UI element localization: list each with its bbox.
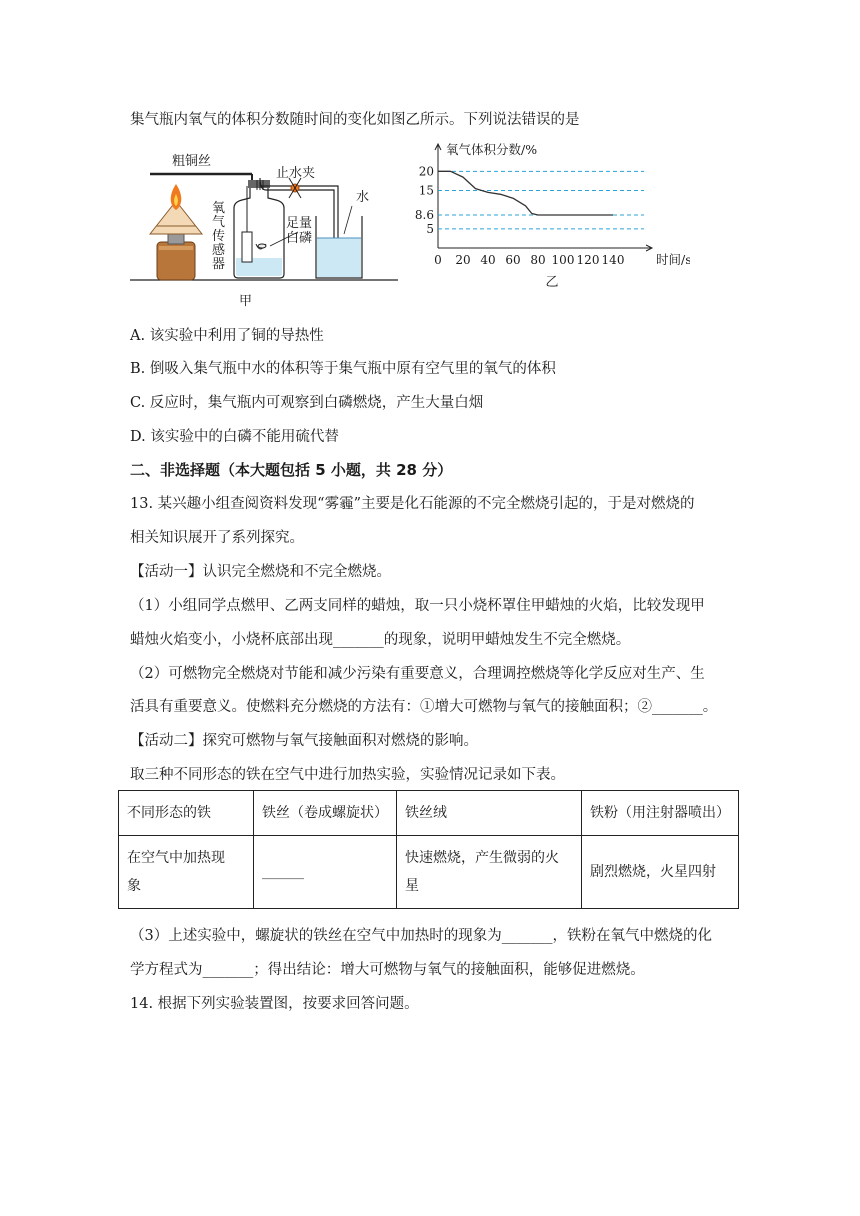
oxygen-chart [410, 140, 690, 309]
x-tick-label: 40 [480, 253, 496, 267]
oxygen-sensor-label: 氧 气 传 感 器 [212, 201, 226, 272]
q13-p3-line2: 学方程式为_______；得出结论：增大可燃物与氧气的接触面积，能够促进燃烧。 [130, 962, 645, 978]
activity2-heading: 【活动二】探究可燃物与氧气接触面积对燃烧的影响。 [130, 733, 478, 749]
table-row [119, 836, 739, 909]
oxygen-chart-svg [410, 140, 690, 305]
series-line [438, 171, 613, 215]
activity1-heading: 【活动一】认识完全燃烧和不完全燃烧。 [130, 564, 391, 580]
table-cell-blank: ______ [254, 836, 397, 909]
section-title: 二、非选择题（本大题包括 5 小题，共 28 分） [130, 461, 453, 479]
x-tick-label: 80 [530, 253, 546, 267]
q14-line: 14. 根据下列实验装置图，按要求回答问题。 [130, 996, 419, 1012]
x-tick-label: 0 [434, 253, 442, 267]
y-tick-label: 5 [426, 221, 434, 236]
x-tick-label: 60 [505, 253, 521, 267]
table-header-cell: 铁丝（卷成螺旋状） [254, 791, 397, 836]
apparatus-drawing [130, 146, 410, 306]
option-d: D. 该实验中的白磷不能用硫代替 [130, 429, 339, 445]
table-cell-powder: 剧烈燃烧，火星四射 [582, 836, 739, 909]
y-tick-label: 15 [418, 183, 434, 198]
x-tick-label: 20 [455, 253, 471, 267]
table-cell-wool: 快速燃烧，产生微弱的火 星 [397, 836, 582, 909]
x-tick-label: 120 [576, 253, 600, 267]
y-tick-label: 8.6 [414, 208, 434, 223]
water-clamp-label: 止水夹 [276, 166, 316, 181]
x-tick-label: 140 [601, 253, 625, 267]
table-intro: 取三种不同形态的铁在空气中进行加热实验，实验情况记录如下表。 [130, 767, 565, 783]
copper-wire-label: 粗铜丝 [172, 154, 212, 169]
table-header-cell: 铁粉（用注射器喷出） [582, 791, 739, 836]
apparatus-figure [130, 146, 410, 310]
question-intro: 集气瓶内氧气的体积分数随时间的变化如图乙所示。下列说法错误的是 [130, 112, 580, 128]
table-cell-row-label: 在空气中加热现 象 [119, 836, 254, 909]
option-c: C. 反应时，集气瓶内可观察到白磷燃烧，产生大量白烟 [130, 395, 484, 411]
q13-line2: 相关知识展开了系列探究。 [130, 530, 304, 546]
q13-p2-line1: （2）可燃物完全燃烧对节能和减少污染有重要意义，合理调控燃烧等化学反应对生产、生 [130, 666, 705, 682]
x-tick-label: 100 [551, 253, 575, 267]
x-axis-label: 时间/s [656, 252, 690, 267]
q13-p1-line2: 蜡烛火焰变小，小烧杯底部出现_______的现象，说明甲蜡烛发生不完全燃烧。 [130, 632, 631, 648]
option-b: B. 倒吸入集气瓶中水的体积等于集气瓶中原有空气里的氧气的体积 [130, 361, 556, 377]
y-axis-label: 氧气体积分数/% [446, 142, 538, 157]
table-header-cell: 不同形态的铁 [119, 791, 254, 836]
table-header-cell: 铁丝绒 [397, 791, 582, 836]
y-tick-label: 20 [418, 164, 434, 179]
iron-experiment-table [118, 790, 739, 909]
white-phosphorus-label: 足量 白磷 [286, 216, 313, 246]
q13-line1: 13. 某兴趣小组查阅资料发现“雾霾”主要是化石能源的不完全燃烧引起的，于是对燃烧的 [130, 496, 695, 512]
option-a: A. 该实验中利用了铜的导热性 [130, 328, 324, 344]
q13-p1-line1: （1）小组同学点燃甲、乙两支同样的蜡烛，取一只小烧杯罩住甲蜡烛的火焰，比较发现甲 [130, 598, 705, 614]
q13-p2-line2: 活具有重要意义。使燃料充分燃烧的方法有：①增大可燃物与氧气的接触面积；②_______。 [130, 699, 718, 715]
figure-a-caption: 甲 [239, 294, 253, 309]
figure-b-caption: 乙 [545, 275, 559, 290]
water-label: 水 [356, 190, 370, 205]
q13-p3-line1: （3）上述实验中，螺旋状的铁丝在空气中加热时的现象为_______，铁粉在氧气中燃烧的化 [130, 928, 712, 944]
table-header-row [119, 791, 739, 836]
